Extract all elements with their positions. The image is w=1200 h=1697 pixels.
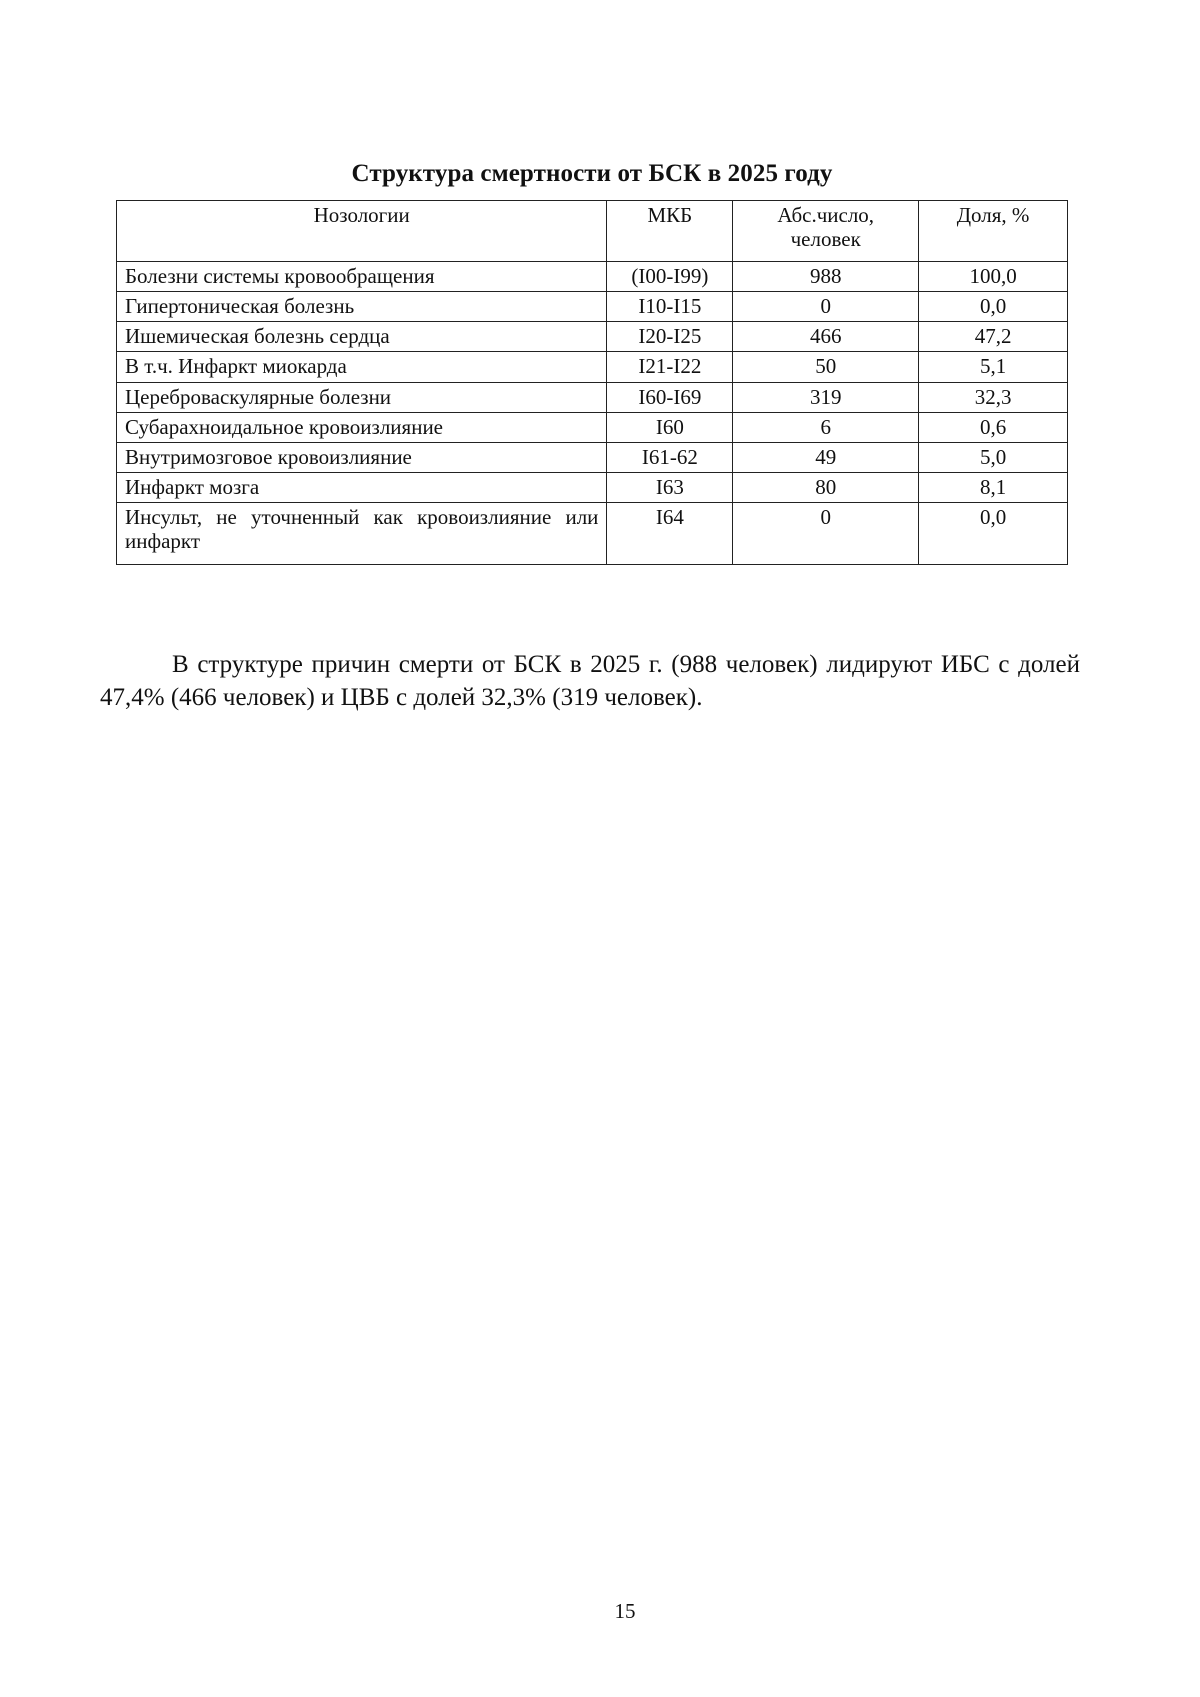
cell-nosology: Внутримозговое кровоизлияние [117,442,607,472]
table-row [117,472,1068,502]
cell-nosology: Ишемическая болезнь сердца [117,322,607,352]
cell-nosology: Гипертоническая болезнь [117,292,607,322]
cell-count: 6 [733,412,919,442]
table-row [117,503,1068,565]
cell-icd: (I00-I99) [607,262,733,292]
cell-share: 8,1 [919,472,1068,502]
cell-nosology: Инфаркт мозга [117,472,607,502]
cell-nosology: Субарахноидальное кровоизлияние [117,412,607,442]
header-icd: МКБ [607,201,733,262]
table-row [117,412,1068,442]
cell-share: 0,0 [919,503,1068,565]
cell-nosology: В т.ч. Инфаркт миокарда [117,352,607,382]
cell-count: 0 [733,292,919,322]
cell-icd: I60-I69 [607,382,733,412]
table-row [117,382,1068,412]
cell-count: 988 [733,262,919,292]
cell-icd: I10-I15 [607,292,733,322]
cell-icd: I64 [607,503,733,565]
table-row [117,352,1068,382]
cell-count: 49 [733,442,919,472]
cell-icd: I20-I25 [607,322,733,352]
document-title: Структура смертности от БСК в 2025 году [351,160,833,187]
header-abs-count: Абс.число, человек [733,201,919,262]
cell-icd: I63 [607,472,733,502]
cell-share: 32,3 [919,382,1068,412]
cell-share: 0,6 [919,412,1068,442]
header-nosology: Нозологии [117,201,607,262]
table-row [117,262,1068,292]
cell-share: 0,0 [919,292,1068,322]
summary-paragraph: В структуре причин смерти от БСК в 2025 г. (988 человек) лидируют ИБС с долей 47,4% (466 человек) и ЦВБ с долей 32,3% (319 человек). [100,651,1080,711]
table-header-row [117,201,1068,262]
cell-icd: I61-62 [607,442,733,472]
cell-nosology: Цереброваскулярные болезни [117,382,607,412]
cell-share: 5,1 [919,352,1068,382]
cell-count: 466 [733,322,919,352]
cell-nosology: Болезни системы кровообращения [117,262,607,292]
cell-count: 0 [733,503,919,565]
mortality-table [116,200,1068,565]
table-row [117,442,1068,472]
cell-share: 100,0 [919,262,1068,292]
cell-count: 80 [733,472,919,502]
cell-share: 47,2 [919,322,1068,352]
cell-count: 50 [733,352,919,382]
cell-count: 319 [733,382,919,412]
table-row [117,292,1068,322]
cell-icd: I60 [607,412,733,442]
header-share: Доля, % [919,201,1068,262]
page-number: 15 [614,1599,636,1623]
cell-share: 5,0 [919,442,1068,472]
cell-nosology: Инсульт, не уточненный как кровоизлияние или инфаркт [117,503,607,565]
cell-icd: I21-I22 [607,352,733,382]
table-row [117,322,1068,352]
